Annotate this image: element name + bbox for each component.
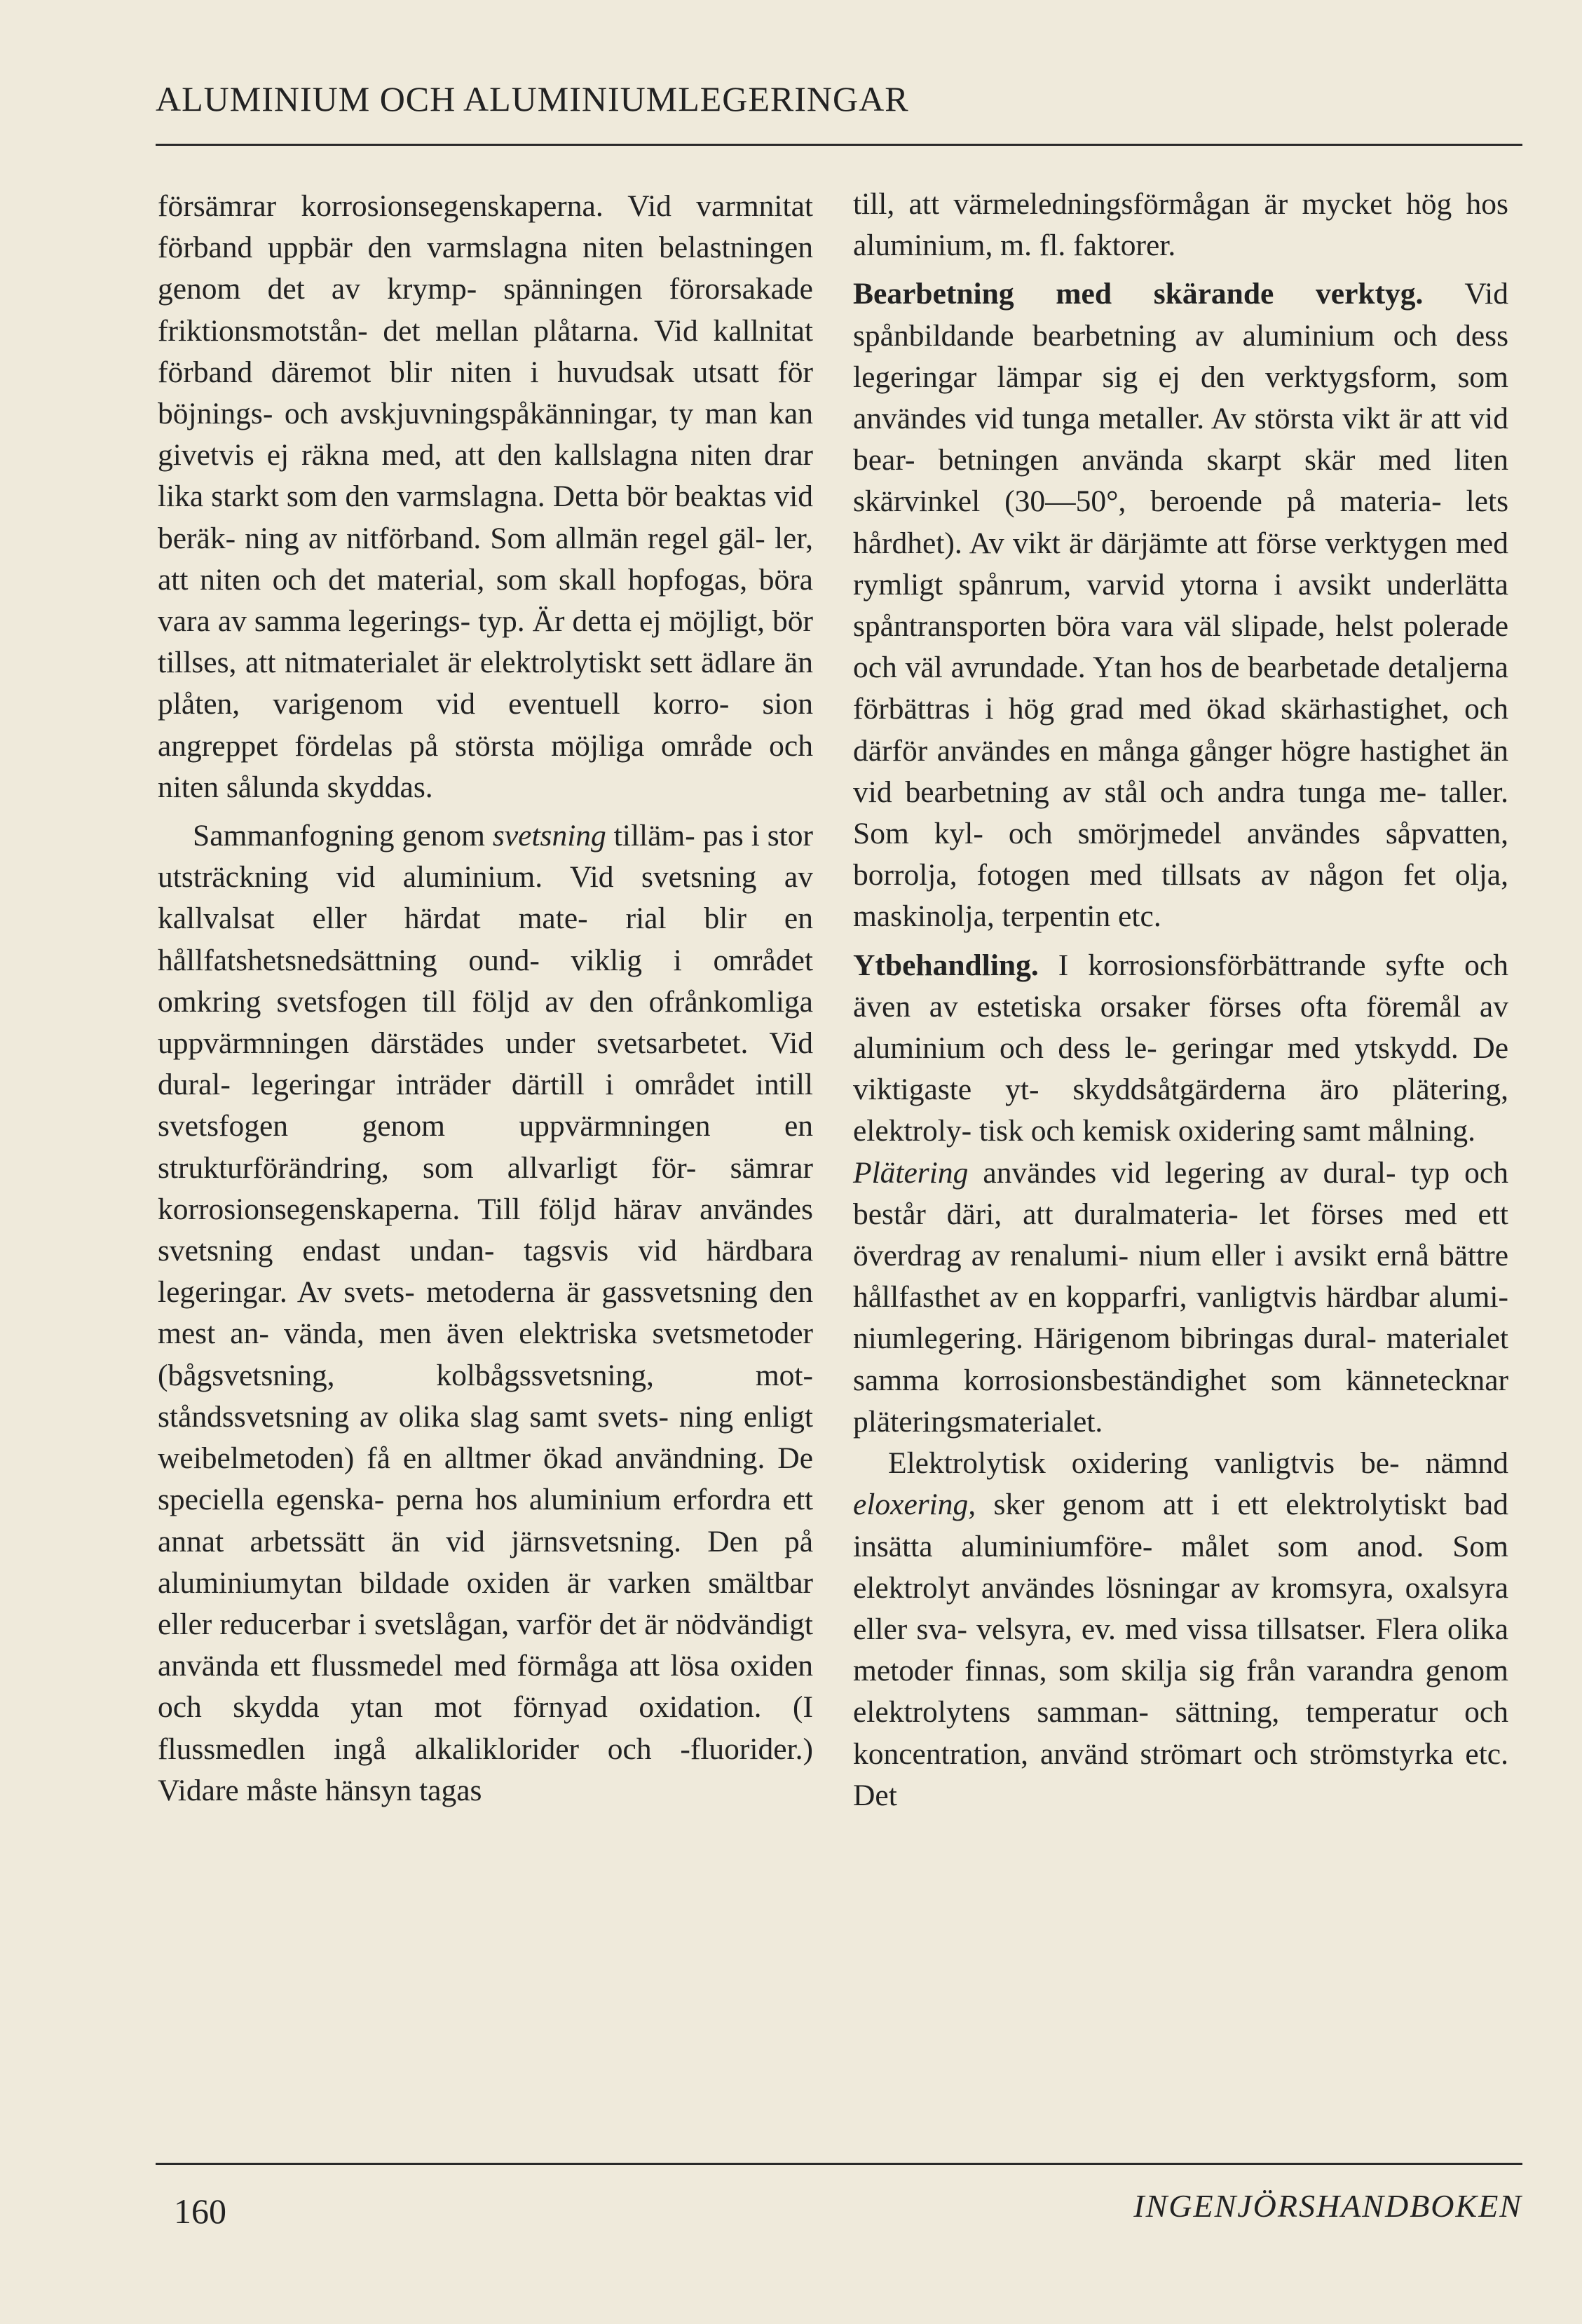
section-heading-bearbetning: Bearbetning med skärande verktyg. (853, 277, 1424, 311)
right-paragraph-platering (853, 1153, 1508, 1443)
right-paragraph-1: till, att värmeledningsförmågan är mycket hög hos aluminium, m. fl. faktorer. (853, 187, 1508, 263)
eloxering-text: sker genom att i ett elektrolytiskt bad insätta aluminiumföre- målet som anod. Som elektrolyt användes lösningar av kromsyra, oxalsyra eller sva- velsyra, ev. med vissa tillsatser. Flera olika metoder finnas, som skilja sig från varandra genom elektrolytens samman- sättning, temperatur och koncentration, använd strömart och strömstyrka etc. Det (853, 1488, 1508, 1812)
book-title: INGENJÖRSHANDBOKEN (1133, 2188, 1522, 2224)
term-svetsning: svetsning (492, 819, 606, 853)
footer-rule (156, 2163, 1522, 2165)
running-header: ALUMINIUM OCH ALUMINIUMLEGERINGAR (156, 79, 909, 118)
right-paragraph-ytbehandling (853, 945, 1508, 1153)
ytbehandling-text: I korrosionsförbättrande syfte och även av estetiska orsaker förses ofta föremål av aluminium och dess le- geringar med ytskydd. De viktigaste yt- skyddsåtgärderna äro plätering, elektroly- tisk och kemisk oxidering samt målning. (853, 948, 1508, 1148)
right-column (853, 184, 1508, 1816)
eloxering-lead: Elektrolytisk oxidering vanligtvis be- nämnd (888, 1446, 1508, 1481)
header-rule (156, 144, 1522, 146)
term-eloxering: eloxering, (853, 1488, 976, 1522)
left-paragraph-2 (158, 815, 813, 1812)
left-paragraph-1: försämrar korrosionsegenskaperna. Vid varmnitat förband uppbär den varmslagna niten belastningen genom det av krymp- spänningen förorsakade friktionsmotstån- det mellan plåtarna. Vid kallnitat förband däremot blir niten i huvudsak utsatt för böjnings- och avskjuvningspåkänningar, ty man kan givetvis ej räkna med, att den kallslagna niten drar lika starkt som den varmslagna. Detta bör beaktas vid beräk- ning av nitförband. Som allmän regel gäl- ler, att niten och det material, som skall hopfogas, böra vara av samma legerings- typ. Är detta ej möjligt, bör tillses, att nitmaterialet är elektrolytiskt sett ädlare än plåten, varigenom vid eventuell korro- sion angreppet fördelas på största möjliga område och niten sålunda skyddas. (158, 189, 813, 804)
left-p2-body: tilläm- pas i stor utsträckning vid aluminium. Vid svetsning av kallvalsat eller härdat mate- rial blir en hållfatshetsnedsättning ound- viklig i området omkring svetsfogen till följd av den ofrånkomliga uppvärmningen därstädes under svetsarbetet. Vid dural- legeringar inträder därtill i området intill svetsfogen genom uppvärmningen en strukturförändring, som allvarligt för- sämrar korrosionsegenskaperna. Till följd härav användes svetsning endast undan- tagsvis vid härdbara legeringar. Av svets- metoderna är gassvetsning den mest an- vända, men även elektriska svetsmetoder (bågsvetsning, kolbågssvetsning, mot- ståndssvetsning av olika slag samt svets- ning enligt weibelmetoden) få en alltmer ökad användning. De speciella egenska- perna hos aluminium erfordra ett annat arbetssätt än vid järnsvetsning. Den på aluminiumytan bildade oxiden är varken smältbar eller reducerbar i svetslågan, varför det är nödvändigt använda ett flussmedel med förmåga att lösa oxiden och skydda ytan mot förnyad oxidation. (I flussmedlen ingå alkaliklorider och -fluorider.) Vidare måste hänsyn tagas (158, 819, 814, 1807)
left-p2-lead: Sammanfogning genom (193, 819, 493, 853)
platering-text: användes vid legering av dural- typ och består däri, att duralmateria- let förses med ett överdrag av renalumi- nium eller i avsikt ernå bättre hållfasthet av en kopparfri, vanligtvis härdbar alumi- niumlegering. Härigenom bibringas dural- materialet samma korrosionsbeständighet som kännetecknar pläteringsmaterialet. (853, 1155, 1508, 1439)
term-platering: Plätering (853, 1155, 969, 1190)
right-paragraph-bearbetning (853, 273, 1508, 937)
left-column (158, 186, 813, 1812)
bearbetning-text: Vid spånbildande bearbetning av aluminium och dess legeringar lämpar sig ej den verktygsform, som användes vid tunga metaller. Av största vikt är att vid bear- betningen använda skarpt skär med liten skärvinkel (30—50°, beroende på materia- lets hårdhet). Av vikt är därjämte att förse verktygen med rymligt spånrum, varvid ytorna i avsikt underlätta spåntransporten böra vara väl slipade, helst polerade och väl avrundade. Ytan hos de bearbetade detaljerna förbättras i hög grad med ökad skärhastighet, och därför användes en många gånger högre hastighet än vid bearbetning av stål och andra tunga me- taller. Som kyl- och smörjmedel användes såpvatten, borrolja, fotogen med tillsats av någon fet olja, maskinolja, terpentin etc. (853, 277, 1508, 934)
section-heading-ytbehandling: Ytbehandling. (853, 948, 1039, 982)
page-number: 160 (174, 2192, 226, 2231)
right-paragraph-eloxering (853, 1443, 1508, 1816)
